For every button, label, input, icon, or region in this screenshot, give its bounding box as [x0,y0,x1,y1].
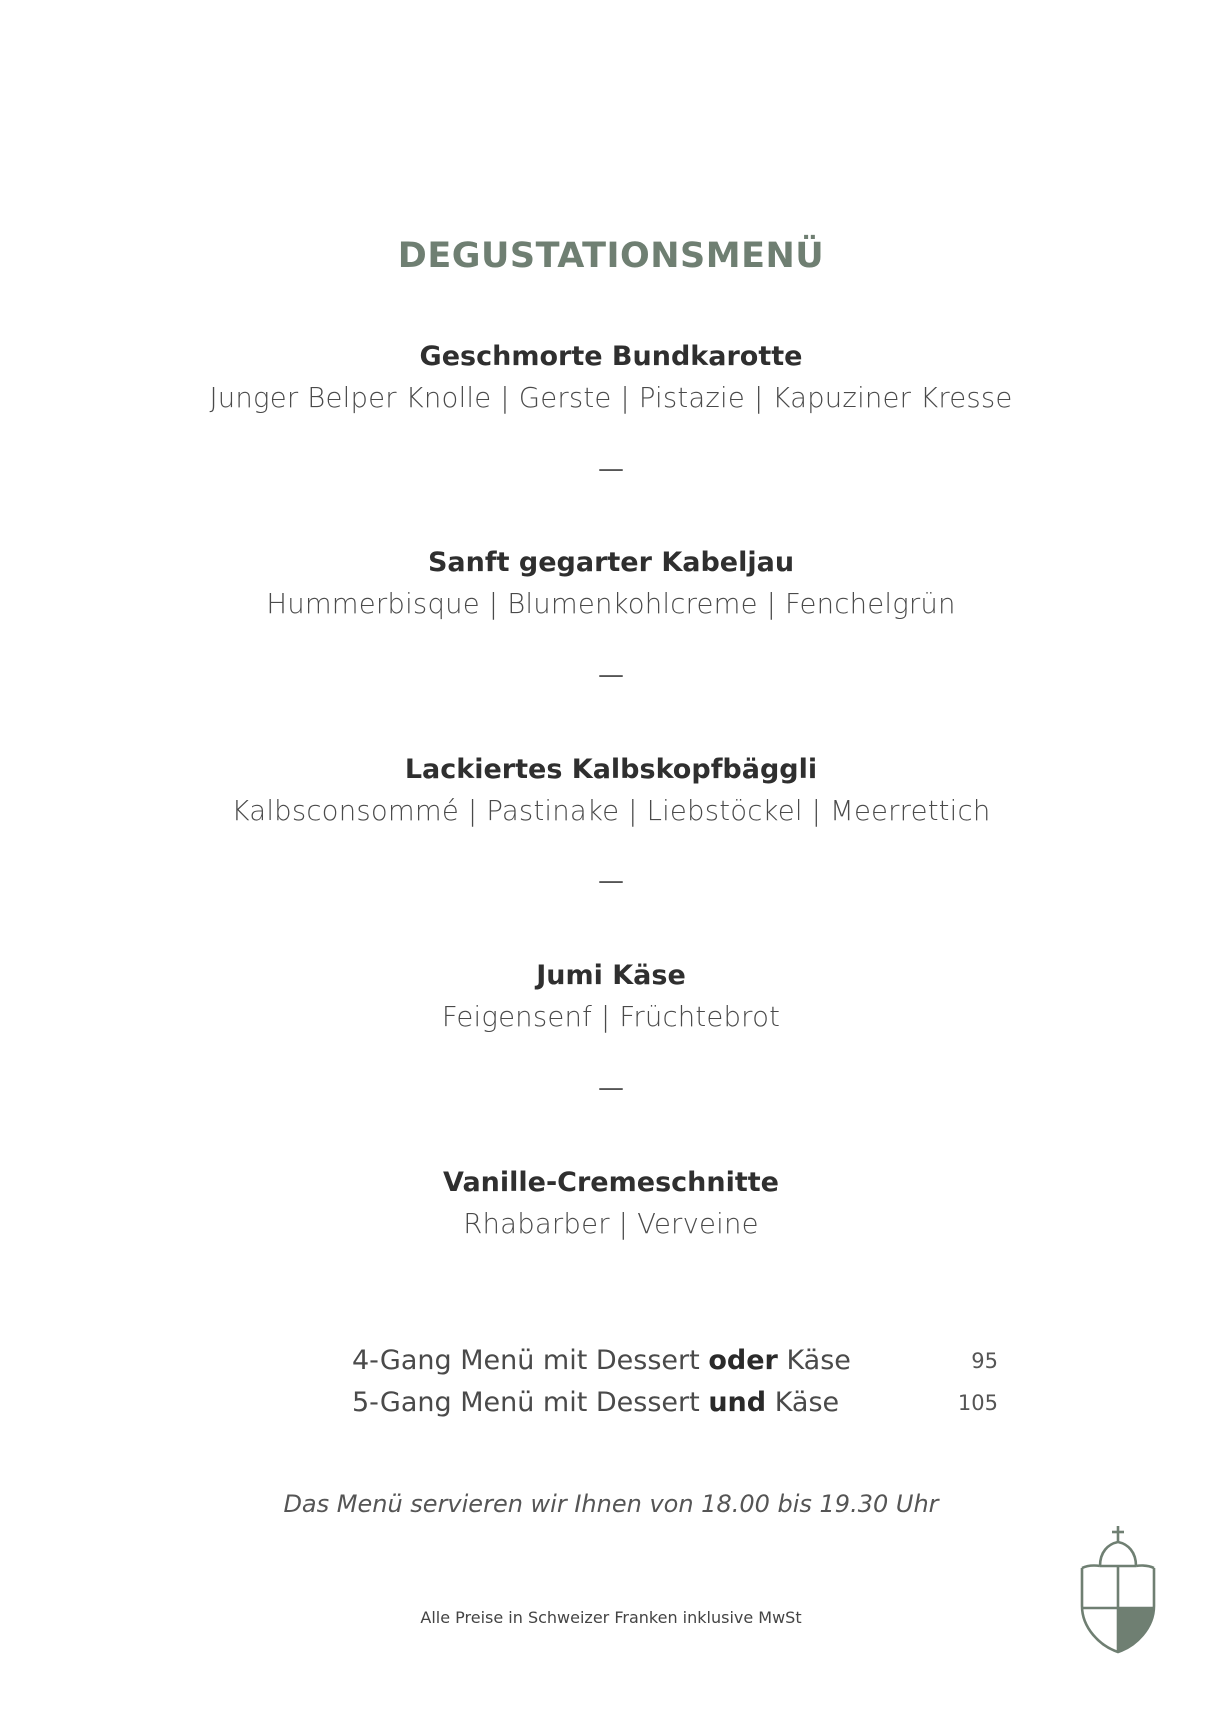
shield-crest-icon [1076,1524,1160,1654]
course-name: Jumi Käse [536,960,686,991]
course-name: Geschmorte Bundkarotte [419,341,803,372]
price-label-emphasis: und [708,1387,767,1418]
footer-price-note: Alle Preise in Schweizer Franken inklusive MwSt [420,1608,802,1627]
course-name: Lackiertes Kalbskopfbäggli [404,754,818,785]
price-label-suffix: Käse [786,1345,851,1376]
price-value: 95 [971,1349,998,1373]
course-4 [0,956,1222,1038]
course-separator: — [598,660,624,690]
course-description: Feigensenf | Früchtebrot [441,1001,781,1033]
course-description: Junger Belper Knolle | Gerste | Pistazie | Kapuziner Kresse [209,382,1013,414]
price-label-prefix: 5-Gang Menü mit Dessert [352,1387,700,1418]
course-description: Rhabarber | Verveine [463,1208,759,1240]
price-label-emphasis: oder [708,1345,778,1376]
course-1 [0,337,1222,419]
price-label-suffix: Käse [774,1387,840,1418]
course-2 [0,543,1222,625]
course-name: Sanft gegarter Kabeljau [427,547,795,578]
course-separator: — [598,866,624,896]
service-note: Das Menü servieren wir Ihnen von 18.00 bis 19.30 Uhr [283,1490,939,1518]
price-value: 105 [957,1391,998,1415]
price-label-prefix: 4-Gang Menü mit Dessert [352,1345,700,1376]
price-row-4-course [352,1345,998,1387]
course-separator: — [598,1073,624,1103]
menu-title: DEGUSTATIONSMENÜ [397,236,825,276]
price-label [352,1345,851,1376]
price-label [352,1387,839,1418]
course-separator: — [598,454,624,484]
course-5 [0,1163,1222,1245]
course-description: Hummerbisque | Blumenkohlcreme | Fenchelgrün [266,588,956,620]
course-name: Vanille-Cremeschnitte [443,1167,779,1198]
course-3 [0,750,1222,832]
price-row-5-course [352,1387,998,1429]
course-description: Kalbsconsommé | Pastinake | Liebstöckel | Meerrettich [231,795,991,827]
